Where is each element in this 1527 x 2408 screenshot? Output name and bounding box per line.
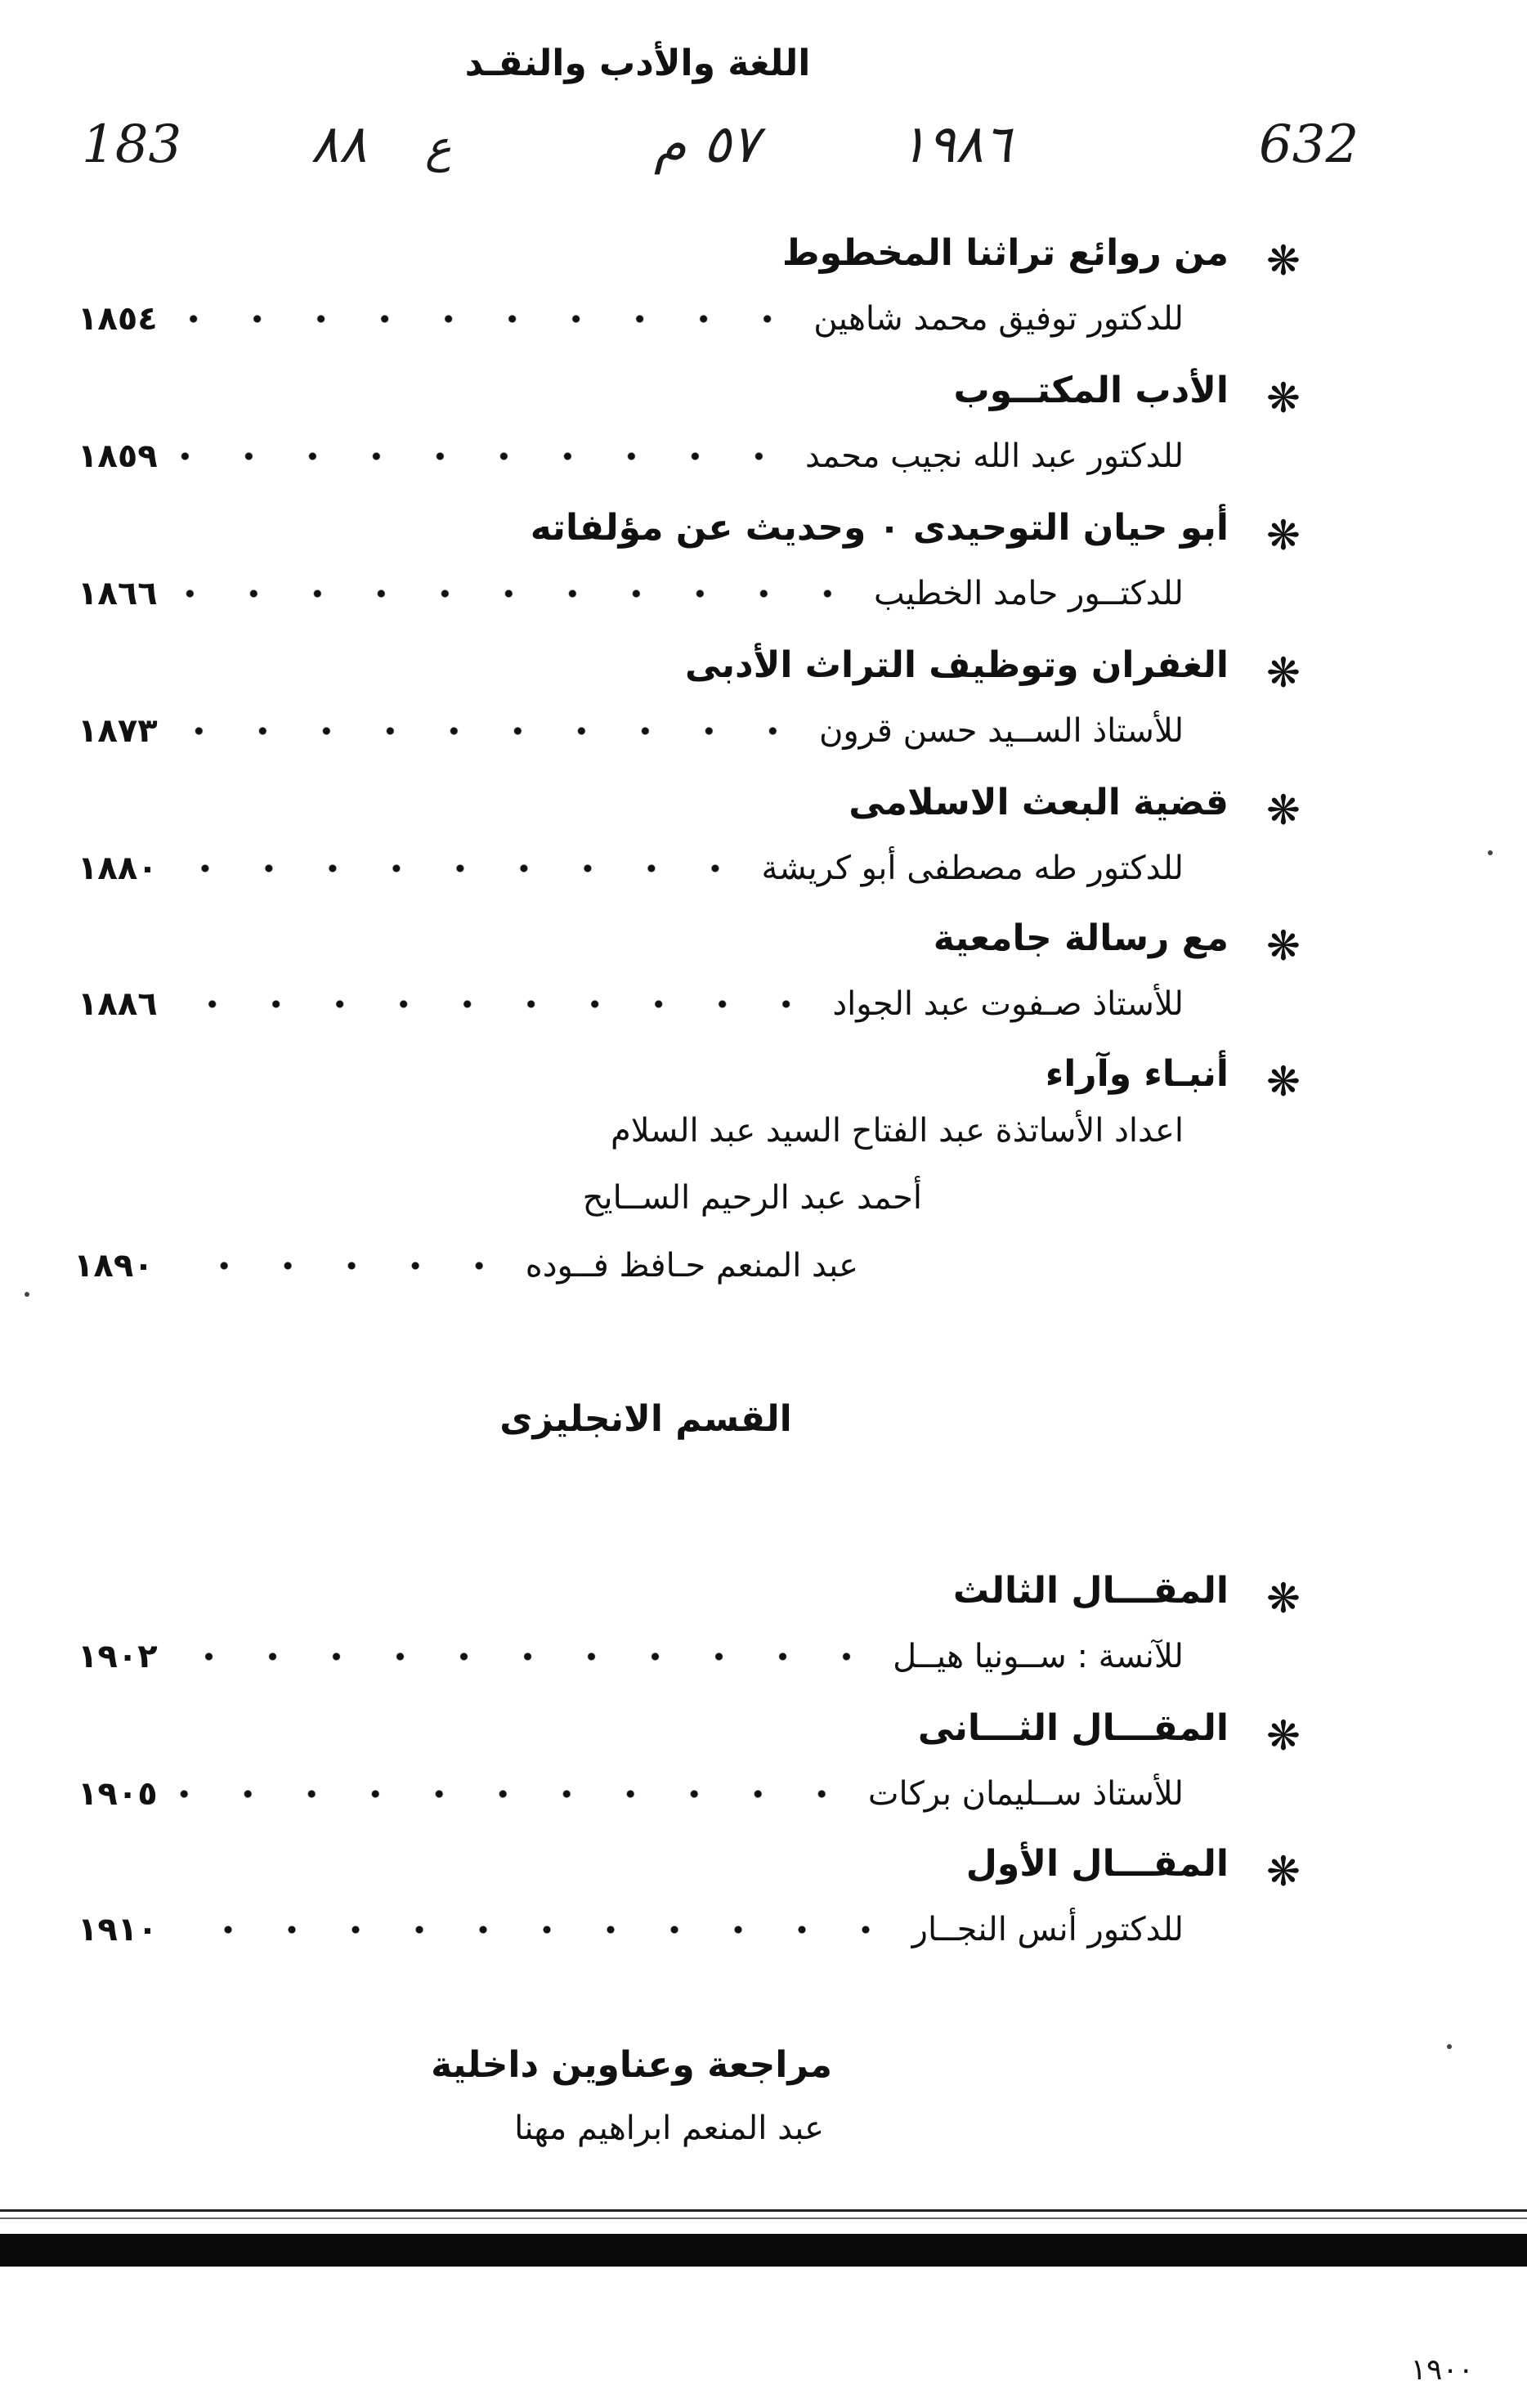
asterisk-icon: ❋ xyxy=(1266,1848,1301,1895)
entry-author-line xyxy=(78,1632,1184,1681)
entry-title: من روائع تراثنا المخطوط xyxy=(781,232,1229,274)
dot-leader xyxy=(168,1262,511,1270)
entry-page-number: ١٩٠٥ xyxy=(78,1775,158,1813)
entry-page-number: ١٨٩٠ xyxy=(74,1247,154,1285)
dot-leader xyxy=(172,1926,898,1934)
entry-page-number: ١٩١٠ xyxy=(78,1911,158,1948)
handwritten-note-5: ١٩٨٦ xyxy=(899,114,1012,175)
asterisk-icon: ❋ xyxy=(1266,237,1301,285)
news-editors-line: أحمد عبد الرحيم الســايح xyxy=(582,1179,922,1217)
page-number: ١٩٠٠ xyxy=(1410,2353,1474,2387)
entry-author-line xyxy=(78,706,1184,756)
review-author: عبد المنعم ابراهيم مهنا xyxy=(514,2110,824,2147)
asterisk-icon: ❋ xyxy=(1266,649,1301,697)
entry-author-line xyxy=(78,844,1184,893)
asterisk-icon: ❋ xyxy=(1266,512,1301,559)
entry-page-number: ١٨٧٣ xyxy=(78,712,158,750)
handwritten-note-1: 183 xyxy=(82,114,182,175)
dot-leader xyxy=(172,452,790,460)
journal-section-title: اللغة والأدب والنقـد xyxy=(464,43,811,84)
dot-leader xyxy=(172,1000,818,1008)
entry-title: أنبـاء وآراء xyxy=(1045,1053,1229,1095)
entry-author: للدكتور عبد الله نجيب محمد xyxy=(805,437,1184,475)
asterisk-icon: ❋ xyxy=(1266,1712,1301,1760)
entry-page-number: ١٨٥٩ xyxy=(78,437,158,475)
entry-author-line xyxy=(78,569,1184,618)
entry-page-number: ١٨٨٦ xyxy=(78,985,158,1023)
divider-rule xyxy=(0,2217,1527,2219)
asterisk-icon: ❋ xyxy=(1266,922,1301,970)
entry-title: أبو حيان التوحيدى ٠ وحديث عن مؤلفاته xyxy=(530,507,1229,549)
scan-speck xyxy=(1488,850,1493,855)
english-section-heading: القسم الانجليزى xyxy=(499,1398,792,1440)
divider-band xyxy=(0,2234,1527,2267)
entry-page-number: ١٩٠٢ xyxy=(78,1638,158,1675)
news-editors-line: اعداد الأساتذة عبد الفتاح السيد عبد السلام xyxy=(610,1112,1184,1150)
entry-author-line xyxy=(78,1769,1184,1818)
entry-author-line xyxy=(78,432,1184,481)
divider-rule xyxy=(0,2209,1527,2212)
entry-title: قضية البعث الاسلامى xyxy=(849,782,1229,823)
entry-author-line xyxy=(74,1241,858,1290)
entry-author: للدكتور توفيق محمد شاهين xyxy=(813,300,1184,338)
entry-author-line xyxy=(78,294,1184,343)
entry-author: للآنسة : ســونيا هيــل xyxy=(893,1638,1184,1675)
entry-author-line xyxy=(78,1905,1184,1954)
dot-leader xyxy=(172,1790,853,1798)
entry-author: للدكتور أنس النجــار xyxy=(911,1911,1184,1948)
entry-author: للدكتــور حامد الخطيب xyxy=(873,575,1184,612)
entry-author: للأستاذ الســيد حسن قرون xyxy=(818,712,1184,750)
entry-title: المقـــال الثـــانى xyxy=(917,1707,1229,1749)
entry-page-number: ١٨٦٦ xyxy=(78,575,158,612)
scan-speck xyxy=(25,1292,29,1297)
asterisk-icon: ❋ xyxy=(1266,1058,1301,1105)
scan-speck xyxy=(1447,2044,1452,2049)
entry-page-number: ١٨٨٠ xyxy=(78,850,158,887)
handwritten-note-3: ع xyxy=(425,121,452,173)
review-heading: مراجعة وعناوين داخلية xyxy=(431,2044,832,2086)
entry-title: الأدب المكتــوب xyxy=(953,370,1229,411)
entry-author: للأستاذ صـفوت عبد الجواد xyxy=(832,985,1184,1023)
entry-author: للأستاذ ســليمان بركات xyxy=(867,1775,1184,1813)
entry-page-number: ١٨٥٤ xyxy=(78,300,158,338)
entry-author: عبد المنعم حـافظ فــوده xyxy=(525,1247,858,1285)
asterisk-icon: ❋ xyxy=(1266,374,1301,422)
dot-leader xyxy=(172,315,799,323)
asterisk-icon: ❋ xyxy=(1266,787,1301,834)
dot-leader xyxy=(172,727,804,735)
dot-leader xyxy=(172,1652,879,1661)
entry-author: للدكتور طه مصطفى أبو كريشة xyxy=(761,850,1184,887)
asterisk-icon: ❋ xyxy=(1266,1575,1301,1622)
entry-title: الغفران وتوظيف التراث الأدبى xyxy=(684,644,1229,686)
handwritten-note-6: 632 xyxy=(1259,114,1359,175)
entry-title: المقـــال الأول xyxy=(965,1843,1229,1885)
entry-title: مع رسالة جامعية xyxy=(933,917,1229,959)
dot-leader xyxy=(172,590,859,598)
handwritten-note-4: ٥٧ م xyxy=(654,114,759,175)
handwritten-note-2: ٨٨ xyxy=(311,114,367,175)
entry-author-line xyxy=(78,980,1184,1029)
dot-leader xyxy=(172,864,747,872)
entry-title: المقـــال الثالث xyxy=(952,1570,1229,1612)
